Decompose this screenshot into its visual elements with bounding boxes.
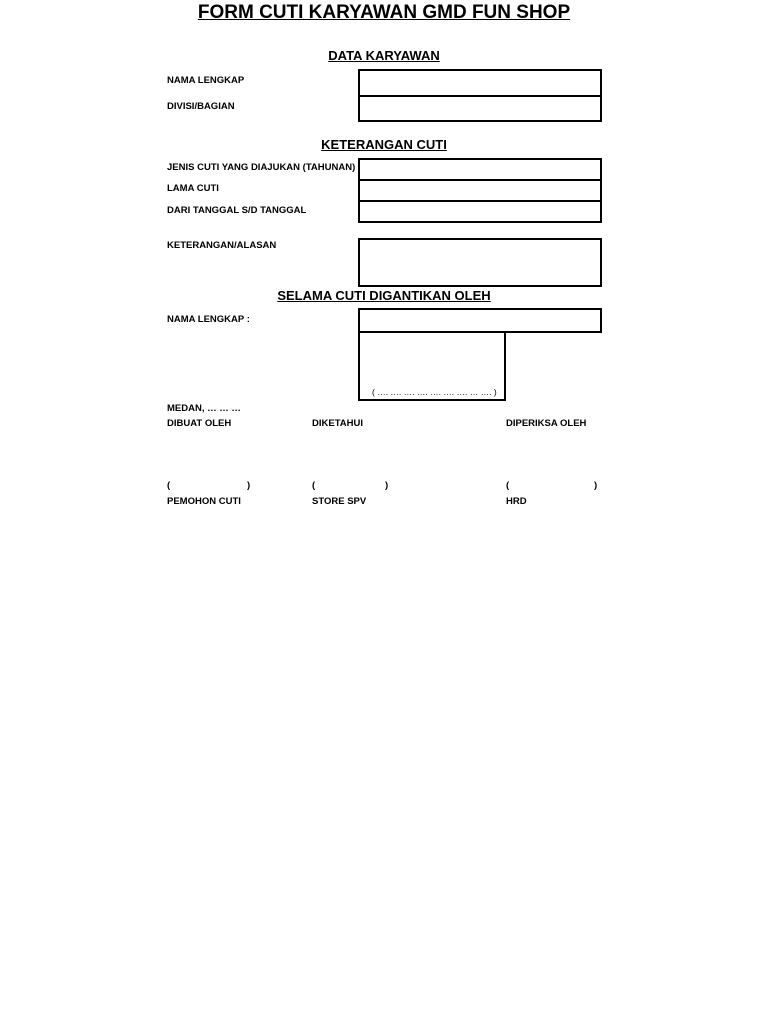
nama-lengkap-field[interactable] [358,69,602,97]
divisi-label: DIVISI/BAGIAN [167,101,235,112]
pemohon-paren-open: ( [167,480,171,491]
pengganti-nama-field[interactable] [358,308,602,333]
divisi-field[interactable] [358,95,602,122]
hrd-paren-close: ) [594,480,598,491]
hrd-paren-open: ( [506,480,510,491]
place-date: MEDAN, … … … [167,403,241,414]
pemohon-paren-close: ) [247,480,251,491]
tanggal-field[interactable] [358,200,602,223]
spv-paren-close: ) [385,480,389,491]
store-spv-label: STORE SPV [312,496,367,507]
hrd-label: HRD [506,496,527,507]
jenis-cuti-field[interactable] [358,158,602,181]
nama-lengkap-label: NAMA LENGKAP [167,75,245,86]
section-heading-data-karyawan: DATA KARYAWAN [328,48,440,63]
pemohon-cuti-label: PEMOHON CUTI [167,496,241,507]
form-title: FORM CUTI KARYAWAN GMD FUN SHOP [197,2,571,23]
dibuat-oleh-label: DIBUAT OLEH [167,418,232,429]
alasan-field[interactable] [358,238,602,287]
lama-cuti-label: LAMA CUTI [167,183,219,194]
tanggal-label: DARI TANGGAL S/D TANGGAL [167,205,307,216]
section-heading-pengganti: SELAMA CUTI DIGANTIKAN OLEH [277,288,491,303]
diketahui-label: DIKETAHUI [312,418,364,429]
jenis-cuti-label: JENIS CUTI YANG DIAJUKAN (TAHUNAN) [167,162,356,173]
spv-paren-open: ( [312,480,316,491]
pengganti-signature-line: ( …. …. …. …. …. …. …. … …. ) [372,387,497,397]
section-heading-keterangan-cuti: KETERANGAN CUTI [321,137,447,152]
lama-cuti-field[interactable] [358,179,602,202]
alasan-label: KETERANGAN/ALASAN [167,240,277,251]
pengganti-nama-label: NAMA LENGKAP : [167,314,250,325]
diperiksa-oleh-label: DIPERIKSA OLEH [506,418,587,429]
